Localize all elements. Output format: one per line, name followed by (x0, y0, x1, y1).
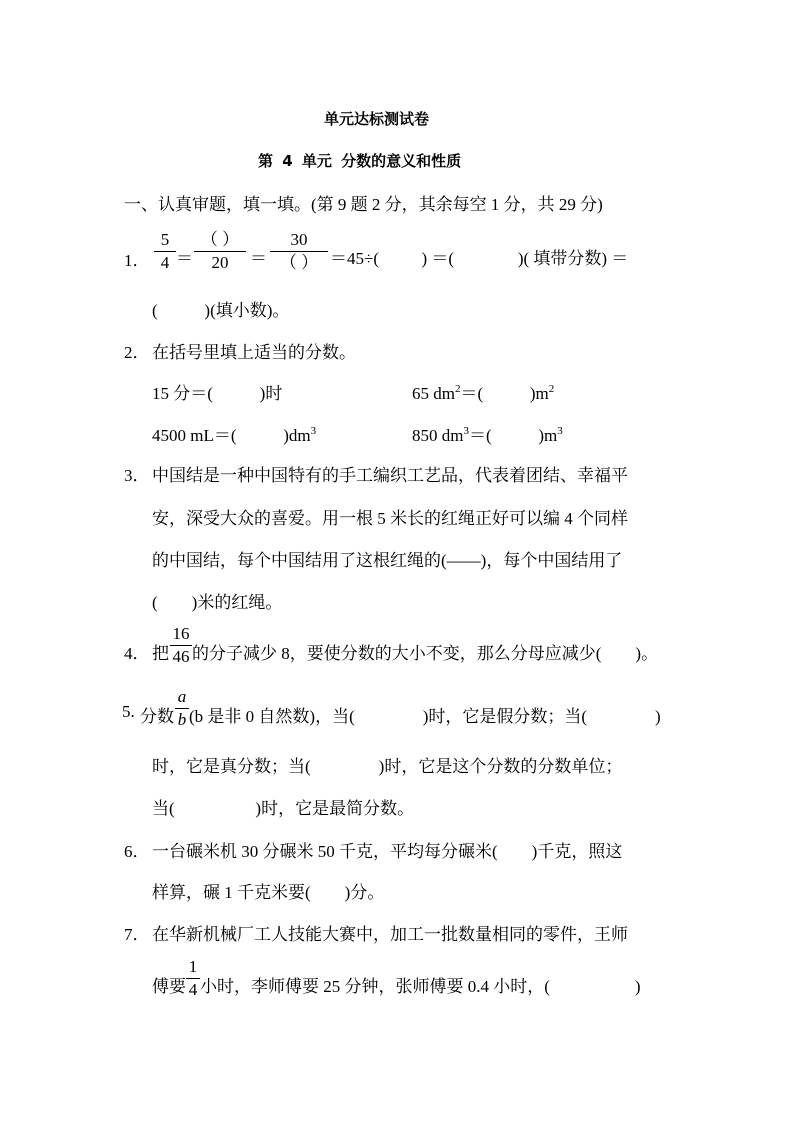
fraction-16-46: 16 46 (170, 624, 192, 667)
question-number: 5. (122, 702, 135, 721)
fraction-5-4: 5 4 (154, 230, 176, 273)
question-number: 6． (124, 842, 150, 861)
document-title: 单元达标测试卷 (324, 110, 430, 128)
fraction-1-4: 1 4 (186, 957, 200, 1000)
blank-15-minutes: 15 分＝( )时 (152, 384, 283, 403)
question-number: 3． (124, 466, 150, 485)
question-line: ( )米的红绳。 (152, 593, 283, 612)
fraction-30-blank: 30 （ ） (270, 230, 328, 273)
question-line: 样算，碾 1 千克米要( )分。 (152, 883, 385, 902)
unit-subtitle: 第 4 单元 分数的意义和性质 (258, 152, 462, 170)
question-line: 在华新机械厂工人技能大赛中，加工一批数量相同的零件，王师 (152, 925, 628, 944)
question-text: (b 是非 0 自然数)，当( )时，它是假分数；当( ) (189, 707, 661, 726)
question-line: 中国结是一种中国特有的手工编织工艺品，代表着团结、幸福平 (152, 466, 628, 485)
question-number: 2． (124, 343, 150, 362)
blank-4500-ml: 4500 mL＝( )$dm^3$ (152, 425, 317, 445)
question-line: 安，深受大众的喜爱。用一根 5 米长的红绳正好可以编 4 个同样 (152, 509, 628, 528)
question-line: 的中国结，每个中国结用了这根红绳的(——)，每个中国结用了 (152, 551, 623, 570)
question-1-tail: ＝45÷( ) ＝( )( 填带分数) ＝ (330, 249, 629, 268)
fraction-blank-20: （ ） 20 (194, 230, 246, 273)
question-text: 在括号里填上适当的分数。 (152, 343, 356, 362)
question-text: 小时，李师傅要 25 分钟，张师傅要 0.4 小时，( ) (200, 977, 641, 996)
question-line: 一台碾米机 30 分碾米 50 千克，平均每分碾米( )千克，照这 (152, 842, 623, 861)
section-heading: 一、认真审题，填一填。(第 9 题 2 分，其余每空 1 分，共 29 分) (124, 195, 603, 214)
question-number: 4． (124, 644, 150, 663)
blank-65-dm2: 65 $dm^2=$( )$m^2$ (412, 383, 555, 403)
blank-850-dm3: 850 $dm^3=$( )$m^3$ (412, 425, 563, 445)
question-line: 时，它是真分数；当( )时，它是这个分数的分数单位； (152, 757, 623, 776)
fraction-a-b: a b (175, 687, 189, 730)
question-line: 当( )时，它是最简分数。 (152, 799, 415, 818)
question-number: 7． (124, 925, 150, 944)
question-number: 1． (124, 251, 150, 270)
question-1-line2: ( )(填小数)。 (152, 301, 290, 320)
question-text: 的分子减少 8，要使分数的大小不变，那么分母应减少( )。 (192, 644, 659, 663)
